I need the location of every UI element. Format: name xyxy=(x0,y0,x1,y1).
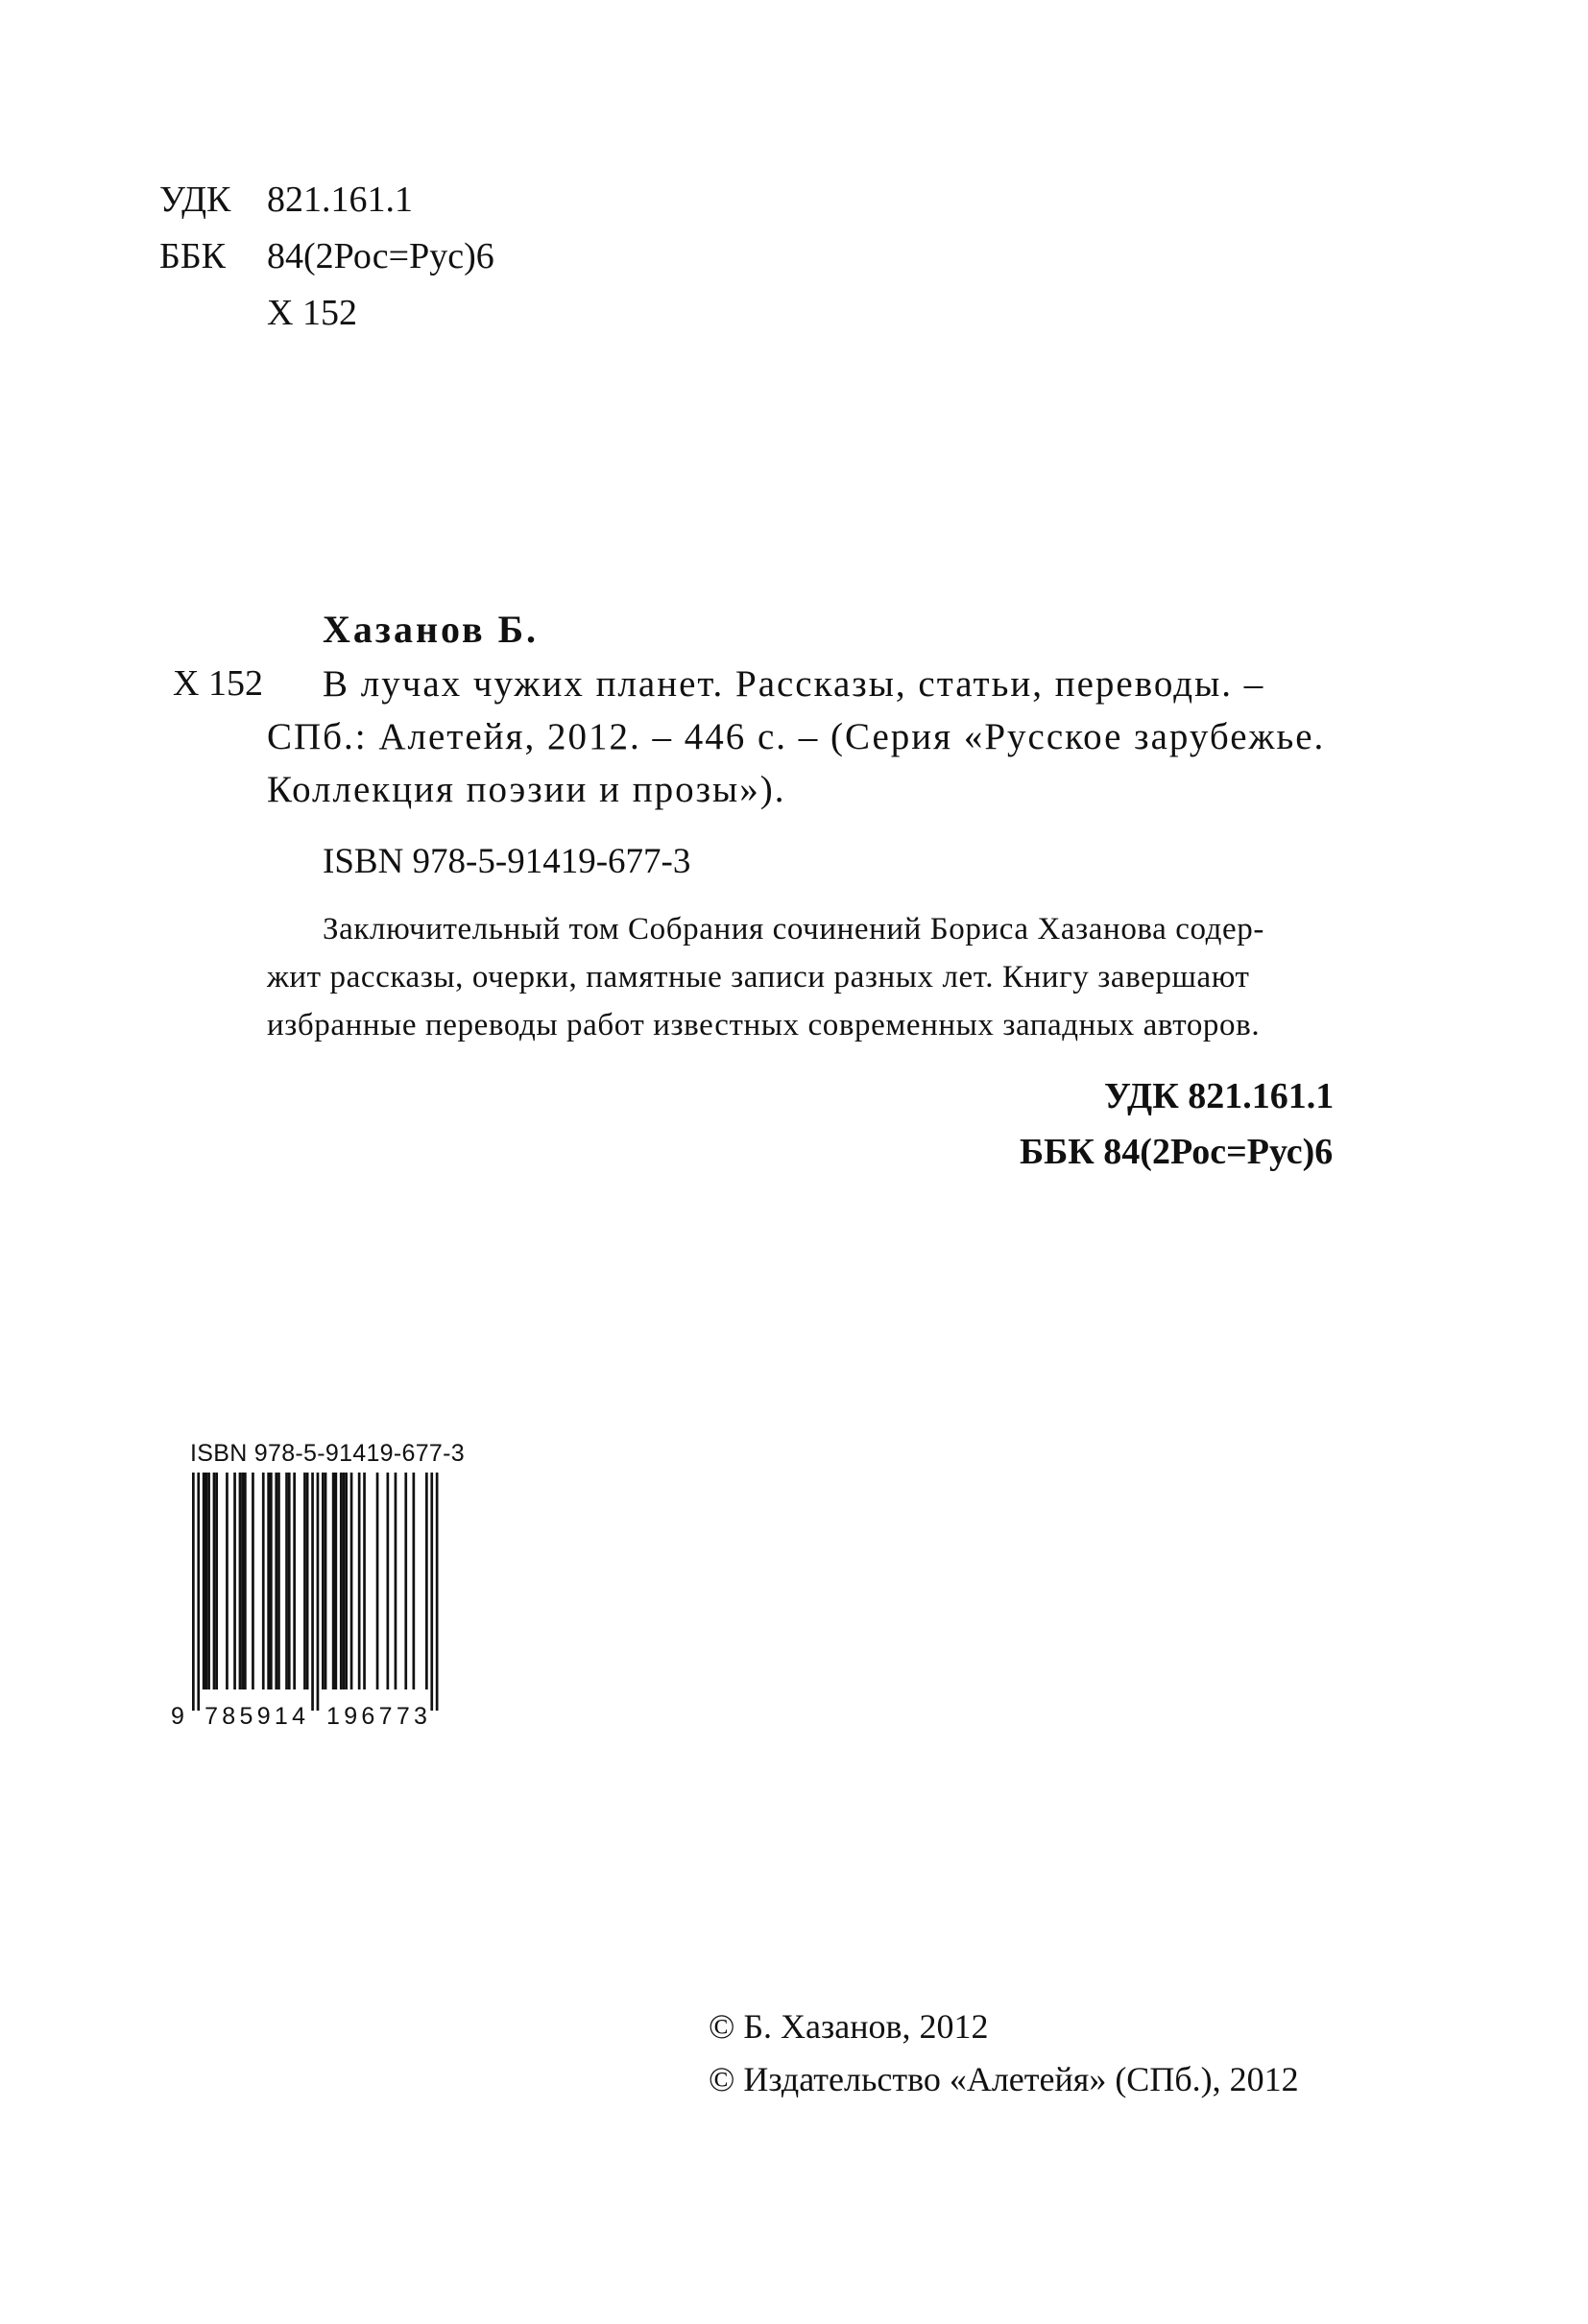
barcode-bar xyxy=(241,1473,244,1689)
barcode-bar xyxy=(288,1473,291,1689)
barcode-bar xyxy=(345,1473,348,1689)
card-isbn: ISBN 978-5-91419-677-3 xyxy=(323,842,691,881)
barcode-bar xyxy=(395,1473,397,1689)
card-title-line-1: В лучах чужих планет. Рассказы, статьи, переводы. – xyxy=(323,663,1265,705)
barcode-bar xyxy=(285,1473,288,1689)
barcode-bar xyxy=(306,1473,309,1689)
barcode-bar xyxy=(430,1473,433,1711)
barcode-bar xyxy=(233,1473,236,1689)
udk-label: УДК xyxy=(159,180,231,220)
barcode-bar xyxy=(376,1473,379,1689)
bbk-label: ББК xyxy=(159,236,226,276)
barcode-bar xyxy=(436,1473,439,1711)
barcode-bar xyxy=(343,1473,346,1689)
barcode-bar xyxy=(205,1473,208,1689)
card-udk-bold: УДК 821.161.1 xyxy=(1104,1076,1335,1116)
card-author: Хазанов Б. xyxy=(323,608,540,651)
barcode-bar xyxy=(203,1473,205,1689)
barcode-bar xyxy=(277,1473,280,1689)
barcode-bar xyxy=(262,1473,265,1689)
barcode-bar xyxy=(425,1473,428,1689)
barcode-bar xyxy=(325,1473,327,1689)
barcode-left-digits: 785914 xyxy=(205,1703,310,1730)
barcode-bar xyxy=(317,1473,320,1711)
udk-value: 821.161.1 xyxy=(267,180,413,220)
card-annotation-line-3: избранные переводы работ известных современных западных авторов. xyxy=(267,1008,1261,1042)
card-title-line-2: СПб.: Алетейя, 2012. – 446 с. – (Серия «Русское зарубежье. xyxy=(267,716,1326,757)
barcode-bar xyxy=(192,1473,195,1711)
barcode-bar xyxy=(387,1473,390,1689)
barcode-bar xyxy=(215,1473,218,1689)
barcode-bar xyxy=(311,1473,314,1711)
barcode-bar xyxy=(213,1473,216,1689)
barcode-isbn-label: ISBN 978-5-91419-677-3 xyxy=(190,1440,465,1467)
barcode-bar xyxy=(267,1473,270,1689)
isbn-barcode xyxy=(163,1440,518,1737)
barcode-bar xyxy=(244,1473,247,1689)
barcode-bar xyxy=(350,1473,353,1689)
barcode-bar xyxy=(358,1473,361,1689)
barcode-bar xyxy=(252,1473,254,1689)
card-bbk-bold: ББК 84(2Рос=Рус)6 xyxy=(1020,1132,1334,1172)
barcode-first-digit: 9 xyxy=(171,1703,184,1730)
barcode-bar xyxy=(404,1473,407,1689)
card-author-mark: Х 152 xyxy=(173,663,263,704)
barcode-bar xyxy=(335,1473,338,1689)
barcode-bar xyxy=(226,1473,229,1689)
barcode-bar xyxy=(340,1473,343,1689)
barcode-bar xyxy=(332,1473,335,1689)
barcode-bar xyxy=(275,1473,277,1689)
bbk-value: 84(2Рос=Рус)6 xyxy=(267,236,494,276)
barcode-bar xyxy=(239,1473,242,1689)
barcode-bar xyxy=(207,1473,210,1689)
barcode-right-digits: 196773 xyxy=(326,1703,432,1730)
barcode-bar xyxy=(363,1473,366,1689)
barcode-bar xyxy=(413,1473,416,1689)
barcode-bar xyxy=(322,1473,325,1689)
barcode-bars xyxy=(163,1473,518,1734)
barcode-bar xyxy=(303,1473,306,1689)
copyright-author: © Б. Хазанов, 2012 xyxy=(709,2007,989,2046)
card-annotation-line-1: Заключительный том Собрания сочинений Бориса Хазанова содер- xyxy=(323,912,1264,946)
card-annotation-line-2: жит рассказы, очерки, памятные записи разных лет. Книгу завершают xyxy=(267,960,1250,994)
card-title-line-3: Коллекция поэзии и прозы»). xyxy=(267,769,786,810)
author-mark: Х 152 xyxy=(267,293,357,333)
barcode-bar xyxy=(270,1473,273,1689)
copyright-publisher: © Издательство «Алетейя» (СПб.), 2012 xyxy=(709,2060,1299,2098)
barcode-bar xyxy=(293,1473,296,1689)
barcode-bar xyxy=(197,1473,200,1711)
